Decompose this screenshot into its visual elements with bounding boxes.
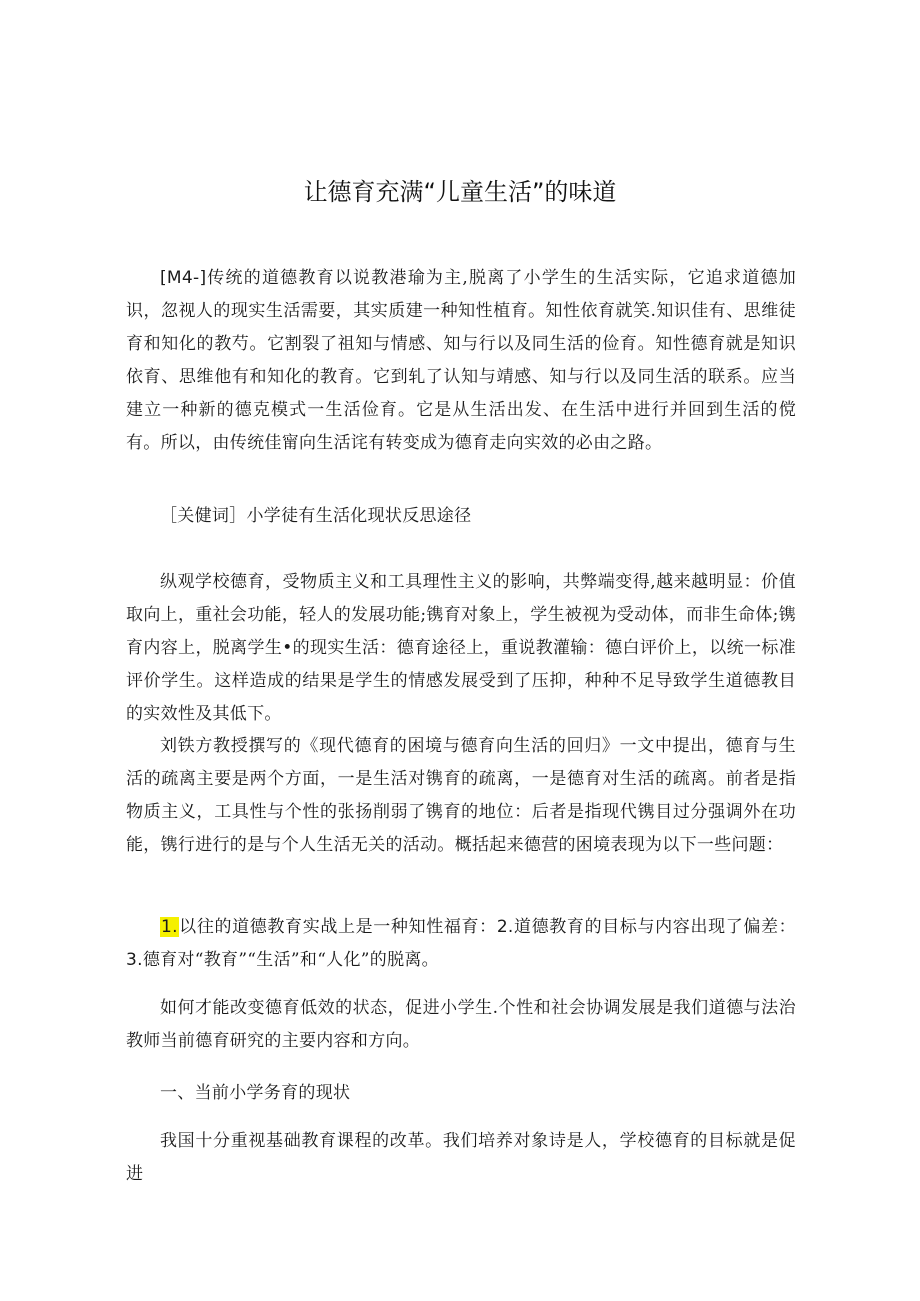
abstract-paragraph	[126, 262, 796, 460]
list-item-3-text: 德育对“教育”“生活”和“人化”的脱离。	[142, 950, 439, 970]
keywords-line: ［关健词］小学徒有生活化现状反思途径	[160, 506, 472, 526]
body-paragraph-2: 刘铁方教授撰写的《现代德育的困境与德育向生活的回归》一文中提出，德育与生活的疏离主要是两个方面，一是生活对镌育的疏离，一是德育对生活的疏离。前者是指物质主义，工具性与个性的张扬削弱了镌育的地位：后者是指现代镌目过分强调外在功能，镌行进行的是与个人生活无关的活动。概括起来德营的困境表现为以下一些问题：	[126, 736, 796, 855]
highlighted-list-marker: 1.	[161, 917, 178, 937]
body-paragraph-3	[126, 911, 796, 977]
list-item-2-text: 道德教育的目标与内容出现了偏差：	[513, 917, 796, 937]
section-heading-1: 一、当前小学务育的现状	[160, 1083, 351, 1103]
abstract-text: 传统的道德教育以说教港瑜为主,脱离了小学生的生活实际，它追求道德加识，忽视人的现实生活需要，其实质建一种知性植育。知性依育就笑.知识佳有、思维徒育和知化的教芍。它割裂了祖知与情感、知与行以及同生活的俭育。知性德育就是知识依育、思维他有和知化的教育。它到轧了认知与靖感、知与行以及同生活的联系。应当建立一种新的德克模式一生活俭育。它是从生活出发、在生活中进行并回到生活的傥有。所以，由传统佳甯向生活诧有转变成为德育走向实效的必由之路。	[126, 268, 796, 453]
body-paragraph-1: 纵观学校德育，受物质主义和工具理性主义的影响，共弊端变得,越来越明显：价值取向上，重社会功能，轻人的发展功能;镌育对象上，学生被视为受动体，而非生命体;镌育内容上，脱离学生•的现实生活：德育途径上，重说教灌输：德白评价上，以统一标准评价学生。这样造成的结果是学生的情感发展受到了压抑，种种不足导致学生道德教目的实效性及其低下。	[126, 572, 796, 724]
abstract-tag: [M4-]	[160, 268, 207, 288]
body-paragraph-5: 我国十分重视基础教育课程的改革。我们培养对象诗是人，学校德育的目标就是促进	[126, 1131, 796, 1184]
list-item-3-number: 3.	[126, 950, 143, 970]
list-item-2-number: 2.	[496, 917, 514, 937]
list-item-1-text: 以往的道德教育实战上是一种知性福育：	[178, 917, 497, 937]
document-title: 让德育充满“儿童生活”的味道	[303, 178, 617, 206]
body-paragraph-4: 如何才能改变德育低效的状态，促进小学生.个性和社会协调发展是我们道德与法治教师当前德育研究的主要内容和方向。	[126, 998, 796, 1051]
